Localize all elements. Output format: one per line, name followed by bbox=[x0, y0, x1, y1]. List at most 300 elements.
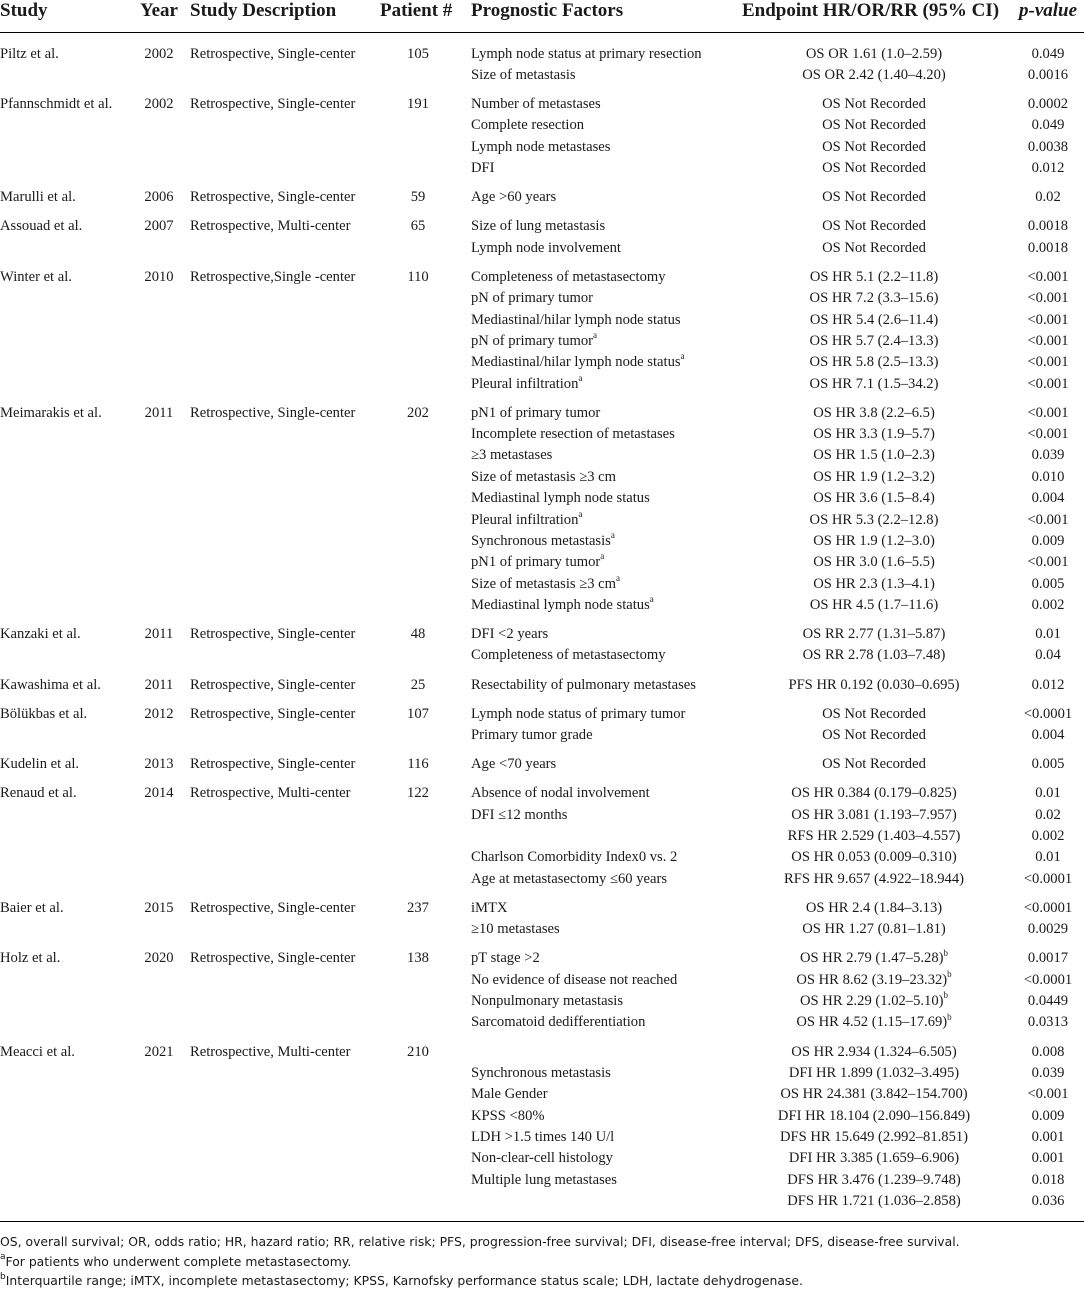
prognostic-factor bbox=[471, 725, 593, 745]
factor-text: DFI <2 years bbox=[471, 626, 549, 643]
endpoint-value bbox=[738, 352, 1010, 372]
patient-count: 210 bbox=[407, 1043, 429, 1060]
study-description: Retrospective, Single-center bbox=[190, 96, 356, 112]
footnote-b-marker: b bbox=[0, 1271, 6, 1282]
endpoint-value bbox=[738, 187, 1010, 207]
factor-text: Primary tumor grade bbox=[471, 727, 593, 744]
prognostic-factor bbox=[471, 44, 702, 64]
study-name: Kawashima et al. bbox=[0, 676, 101, 693]
header-rule bbox=[0, 32, 1084, 33]
endpoint-value bbox=[738, 115, 1010, 135]
prognostic-factor bbox=[471, 919, 560, 939]
p-value: 0.049 bbox=[1031, 45, 1065, 62]
p-value: <0.001 bbox=[1027, 375, 1069, 392]
factor-text: Mediastinal/hilar lymph node status bbox=[471, 311, 681, 328]
endpoint-value bbox=[738, 158, 1010, 178]
factor-text: pN of primary tumor bbox=[471, 290, 593, 307]
footnote-a-text: For patients who underwent complete metastasectomy. bbox=[5, 1253, 352, 1269]
factor-text: Mediastinal lymph node status bbox=[471, 596, 650, 613]
study-name: Pfannschmidt et al. bbox=[0, 96, 113, 112]
endpoint-value bbox=[738, 510, 1010, 530]
bottom-rule bbox=[0, 1221, 1084, 1222]
endpoint-text: DFI HR 1.899 (1.032–3.495) bbox=[788, 1064, 960, 1081]
factor-text: Incomplete resection of metastases bbox=[471, 426, 675, 443]
prognostic-factor bbox=[471, 948, 540, 968]
prognostic-factor bbox=[471, 187, 556, 207]
factor-text: Pleural infiltration bbox=[471, 375, 579, 392]
prognostic-factor bbox=[471, 624, 548, 644]
table-footnotes bbox=[0, 1232, 1084, 1291]
factor-text: DFI bbox=[471, 160, 495, 177]
endpoint-text: OS RR 2.78 (1.03–7.48) bbox=[802, 647, 946, 664]
factor-text: Size of metastasis ≥3 cm bbox=[471, 468, 616, 485]
p-value: 0.0018 bbox=[1027, 239, 1069, 256]
p-value: 0.0313 bbox=[1027, 1014, 1069, 1031]
prognostic-factor bbox=[471, 137, 610, 157]
study-name: Assouad et al. bbox=[0, 218, 83, 235]
endpoint-text: OS Not Recorded bbox=[822, 705, 926, 722]
endpoint-text: OS HR 1.9 (1.2–3.0) bbox=[813, 532, 935, 549]
factor-text: Resectability of pulmonary metastases bbox=[471, 676, 696, 693]
factor-text: pN of primary tumor bbox=[471, 332, 593, 349]
factor-text: ≥3 metastases bbox=[471, 447, 553, 464]
p-value: <0.001 bbox=[1027, 268, 1069, 285]
study-year: 2010 bbox=[144, 268, 174, 285]
endpoint-value bbox=[738, 624, 1010, 644]
endpoint-value bbox=[738, 267, 1010, 287]
factor-text: Pleural infiltration bbox=[471, 511, 579, 528]
prognostic-factor bbox=[471, 94, 601, 114]
factor-text: Complete resection bbox=[471, 117, 585, 134]
header-description: Study Description bbox=[190, 0, 337, 21]
endpoint-value bbox=[738, 675, 1010, 695]
prognostic-factor bbox=[471, 310, 681, 330]
endpoint-text: OS OR 1.61 (1.0–2.59) bbox=[805, 45, 943, 62]
header-year: Year bbox=[140, 0, 178, 21]
footnote-marker: a bbox=[578, 508, 583, 519]
prognostic-factor bbox=[471, 805, 567, 825]
endpoint-text: OS HR 2.4 (1.84–3.13) bbox=[805, 899, 943, 916]
endpoint-text: OS HR 7.1 (1.5–34.2) bbox=[809, 375, 939, 392]
prognostic-factor bbox=[471, 467, 616, 487]
study-description: Retrospective, Single-center bbox=[190, 756, 356, 773]
study-name: Baier et al. bbox=[0, 899, 64, 916]
p-value: 0.010 bbox=[1031, 468, 1065, 485]
p-value: <0.001 bbox=[1027, 290, 1069, 307]
endpoint-value bbox=[738, 1063, 1010, 1083]
patient-count: 48 bbox=[410, 626, 426, 643]
p-value: 0.012 bbox=[1031, 160, 1065, 177]
study-name: Kanzaki et al. bbox=[0, 626, 81, 643]
endpoint-value bbox=[738, 1084, 1010, 1104]
p-value: <0.001 bbox=[1027, 354, 1069, 371]
endpoint-value bbox=[738, 991, 1010, 1011]
prognostic-factor bbox=[471, 847, 677, 867]
endpoint-value bbox=[738, 725, 1010, 745]
prognostic-factor bbox=[471, 675, 696, 695]
factor-text: Size of metastasis bbox=[471, 66, 576, 83]
endpoint-value bbox=[738, 826, 1010, 846]
endpoint-value bbox=[738, 898, 1010, 918]
prognostic-factor bbox=[471, 869, 667, 889]
p-value: 0.02 bbox=[1035, 189, 1061, 206]
prognostic-factor bbox=[471, 991, 623, 1011]
prognostic-factor bbox=[471, 595, 654, 615]
patient-count: 116 bbox=[407, 756, 429, 773]
patient-count: 65 bbox=[410, 218, 426, 235]
endpoint-value bbox=[738, 783, 1010, 803]
endpoint-text: OS RR 2.77 (1.31–5.87) bbox=[802, 626, 946, 643]
factor-text: Absence of nodal involvement bbox=[471, 785, 650, 802]
endpoint-value bbox=[738, 1170, 1010, 1190]
endpoint-text: OS HR 1.27 (0.81–1.81) bbox=[802, 921, 946, 938]
endpoint-text: DFS HR 3.476 (1.239–9.748) bbox=[787, 1171, 961, 1188]
endpoint-text: OS HR 0.384 (0.179–0.825) bbox=[791, 785, 957, 802]
endpoint-text: OS Not Recorded bbox=[822, 160, 926, 177]
study-name: Winter et al. bbox=[0, 268, 72, 285]
endpoint-value bbox=[738, 445, 1010, 465]
p-value: <0.001 bbox=[1027, 332, 1069, 349]
endpoint-text: OS Not Recorded bbox=[822, 239, 926, 256]
endpoint-text: OS HR 5.1 (2.2–11.8) bbox=[809, 268, 939, 285]
factor-text: Mediastinal/hilar lymph node status bbox=[471, 354, 681, 371]
prognostic-factor bbox=[471, 704, 685, 724]
p-value: 0.009 bbox=[1031, 1107, 1065, 1124]
endpoint-text: OS HR 3.0 (1.6–5.5) bbox=[813, 554, 935, 571]
factor-text: Multiple lung metastases bbox=[471, 1171, 617, 1188]
endpoint-value bbox=[738, 238, 1010, 258]
patient-count: 110 bbox=[407, 268, 429, 285]
endpoint-value bbox=[738, 595, 1010, 615]
patient-count: 59 bbox=[410, 189, 426, 206]
p-value: 0.049 bbox=[1031, 117, 1065, 134]
factor-text: Size of lung metastasis bbox=[471, 218, 606, 235]
patient-count: 105 bbox=[407, 45, 429, 62]
patient-count: 237 bbox=[407, 899, 429, 916]
factor-text: Mediastinal lymph node status bbox=[471, 490, 650, 507]
header-factors: Prognostic Factors bbox=[471, 0, 624, 21]
endpoint-text: OS HR 5.3 (2.2–12.8) bbox=[809, 511, 939, 528]
study-year: 2021 bbox=[144, 1043, 174, 1060]
endpoint-value bbox=[738, 137, 1010, 157]
endpoint-value bbox=[738, 574, 1010, 594]
p-value: 0.0449 bbox=[1027, 993, 1069, 1010]
study-year: 2013 bbox=[144, 756, 174, 773]
study-name: Bölükbas et al. bbox=[0, 705, 88, 722]
p-value: 0.039 bbox=[1031, 1064, 1065, 1081]
p-value: <0.001 bbox=[1027, 311, 1069, 328]
p-value: 0.0018 bbox=[1027, 218, 1069, 235]
endpoint-value bbox=[738, 1012, 1010, 1032]
prognostic-factor bbox=[471, 238, 621, 258]
prognostic-factor bbox=[471, 403, 600, 423]
prognostic-factor bbox=[471, 1106, 545, 1126]
endpoint-text: OS Not Recorded bbox=[822, 138, 926, 155]
p-value: 0.005 bbox=[1031, 756, 1065, 773]
endpoint-text: OS HR 3.8 (2.2–6.5) bbox=[813, 404, 935, 421]
endpoint-value bbox=[738, 970, 1010, 990]
endpoint-text: OS OR 2.42 (1.40–4.20) bbox=[802, 66, 946, 83]
endpoint-text: RFS HR 2.529 (1.403–4.557) bbox=[787, 828, 961, 845]
study-description: Retrospective, Multi-center bbox=[190, 218, 351, 235]
factor-text: Number of metastases bbox=[471, 96, 601, 112]
factor-text: Lymph node involvement bbox=[471, 239, 621, 256]
study-year: 2011 bbox=[144, 404, 174, 421]
footnote-marker: a bbox=[616, 572, 620, 583]
endpoint-value bbox=[738, 65, 1010, 85]
prognostic-factor bbox=[471, 1148, 613, 1168]
patient-count: 191 bbox=[407, 96, 429, 112]
endpoint-text: OS HR 2.29 (1.02–5.10) bbox=[799, 993, 944, 1010]
factor-text: Lymph node metastases bbox=[471, 138, 611, 155]
endpoint-text: OS Not Recorded bbox=[822, 117, 926, 134]
factor-text: Charlson Comorbidity Index0 vs. 2 bbox=[471, 849, 678, 866]
patient-count: 107 bbox=[407, 705, 429, 722]
p-value: <0.001 bbox=[1027, 554, 1069, 571]
study-name: Marulli et al. bbox=[0, 189, 76, 206]
endpoint-value bbox=[738, 94, 1010, 114]
table-header-row bbox=[0, 0, 1084, 32]
endpoint-text: OS Not Recorded bbox=[822, 727, 926, 744]
endpoint-text: DFS HR 15.649 (2.992–81.851) bbox=[779, 1129, 969, 1145]
endpoint-value bbox=[738, 403, 1010, 423]
endpoint-value bbox=[738, 1106, 1010, 1126]
factor-text: Age >60 years bbox=[471, 189, 557, 206]
footnote-marker: a bbox=[593, 330, 597, 341]
p-value: <0.001 bbox=[1027, 426, 1069, 443]
study-description: Retrospective, Single-center bbox=[190, 189, 356, 206]
prognostic-factor bbox=[471, 374, 582, 394]
p-value: 0.009 bbox=[1031, 532, 1065, 549]
study-description: Retrospective,Single -center bbox=[190, 268, 356, 285]
patient-count: 138 bbox=[407, 950, 429, 967]
endpoint-value bbox=[738, 424, 1010, 444]
factor-text: Nonpulmonary metastasis bbox=[471, 993, 623, 1010]
study-year: 2014 bbox=[144, 785, 174, 802]
footnote-marker: a bbox=[610, 529, 615, 540]
prognostic-factor bbox=[471, 1063, 611, 1083]
p-value: 0.0029 bbox=[1027, 921, 1069, 938]
endpoint-text: OS HR 1.9 (1.2–3.2) bbox=[813, 468, 935, 485]
endpoint-value bbox=[738, 919, 1010, 939]
endpoint-value bbox=[738, 704, 1010, 724]
p-value: 0.001 bbox=[1031, 1150, 1065, 1167]
endpoint-text: OS HR 5.8 (2.5–13.3) bbox=[809, 354, 939, 371]
p-value: 0.0002 bbox=[1027, 96, 1069, 112]
endpoint-text: PFS HR 0.192 (0.030–0.695) bbox=[788, 676, 960, 693]
endpoint-text: OS Not Recorded bbox=[822, 189, 926, 206]
factor-text: Non-clear-cell histology bbox=[471, 1150, 613, 1167]
factor-text: pT stage >2 bbox=[471, 950, 540, 967]
patient-count: 122 bbox=[407, 785, 429, 802]
endpoint-text: DFS HR 1.721 (1.036–2.858) bbox=[787, 1193, 961, 1210]
study-year: 2012 bbox=[144, 705, 174, 722]
endpoint-text: OS HR 8.62 (3.19–23.32) bbox=[796, 971, 948, 988]
header-study: Study bbox=[0, 0, 48, 21]
footnote-abbreviations: OS, overall survival; OR, odds ratio; HR, hazard ratio; RR, relative risk; PFS, progression-free survival; DFI, disease-free interval; DFS, disease-free survival. bbox=[0, 1234, 960, 1249]
footnote-a bbox=[0, 1252, 1084, 1272]
factor-text: pN1 of primary tumor bbox=[471, 404, 601, 421]
endpoint-value bbox=[738, 467, 1010, 487]
endpoint-text: OS HR 3.6 (1.5–8.4) bbox=[813, 490, 935, 507]
p-value: 0.0016 bbox=[1027, 66, 1069, 83]
factor-text: Male Gender bbox=[471, 1086, 548, 1103]
endpoint-text: OS HR 4.5 (1.7–11.6) bbox=[809, 596, 939, 613]
prognostic-factor bbox=[471, 1084, 548, 1104]
endpoint-text: OS HR 5.4 (2.6–11.4) bbox=[809, 311, 939, 328]
factor-text: LDH >1.5 times 140 U/l bbox=[471, 1129, 615, 1145]
endpoint-text: OS HR 2.3 (1.3–4.1) bbox=[813, 575, 935, 592]
prognostic-factor bbox=[471, 754, 556, 774]
endpoint-value bbox=[738, 44, 1010, 64]
endpoint-value bbox=[738, 531, 1010, 551]
study-description: Retrospective, Single-center bbox=[190, 404, 356, 421]
study-year: 2011 bbox=[144, 626, 174, 643]
p-value: 0.01 bbox=[1035, 849, 1061, 866]
study-year: 2002 bbox=[144, 45, 174, 62]
endpoint-value bbox=[738, 1148, 1010, 1168]
header-patients: Patient # bbox=[380, 0, 453, 21]
header-pvalue: p-value bbox=[1019, 0, 1078, 21]
p-value: 0.04 bbox=[1035, 647, 1061, 664]
endpoint-text: DFI HR 3.385 (1.659–6.906) bbox=[788, 1150, 960, 1167]
p-value: <0.0001 bbox=[1023, 705, 1073, 722]
prognostic-factor bbox=[471, 158, 495, 178]
factor-text: No evidence of disease not reached bbox=[471, 971, 678, 988]
study-year: 2015 bbox=[144, 899, 174, 916]
endpoint-value bbox=[738, 1191, 1010, 1211]
prognostic-factor bbox=[471, 574, 620, 594]
p-value: 0.0017 bbox=[1027, 950, 1069, 967]
prognostic-factor bbox=[471, 445, 552, 465]
endpoint-value bbox=[738, 948, 1010, 968]
endpoint-text: OS HR 4.52 (1.15–17.69) bbox=[796, 1014, 948, 1031]
endpoint-value bbox=[738, 216, 1010, 236]
factor-text: Completeness of metastasectomy bbox=[471, 647, 666, 664]
prognostic-factor bbox=[471, 1012, 645, 1032]
endpoint-value bbox=[738, 552, 1010, 572]
endpoint-text: OS HR 5.7 (2.4–13.3) bbox=[809, 332, 939, 349]
prognostic-factor bbox=[471, 645, 666, 665]
p-value: <0.001 bbox=[1027, 1086, 1069, 1103]
endpoint-text: OS Not Recorded bbox=[822, 96, 926, 112]
study-description: Retrospective, Single-center bbox=[190, 676, 356, 693]
endpoint-text: RFS HR 9.657 (4.922–18.944) bbox=[783, 870, 964, 887]
p-value: 0.039 bbox=[1031, 447, 1065, 464]
header-endpoint: Endpoint HR/OR/RR (95% CI) bbox=[742, 0, 1000, 21]
factor-text: KPSS <80% bbox=[471, 1107, 545, 1124]
p-value: 0.004 bbox=[1031, 490, 1065, 507]
endpoint-text: OS HR 2.79 (1.47–5.28) bbox=[799, 950, 944, 967]
study-year: 2011 bbox=[144, 676, 174, 693]
p-value: 0.01 bbox=[1035, 626, 1061, 643]
prognostic-factor bbox=[471, 531, 615, 551]
study-description: Retrospective, Single-center bbox=[190, 705, 356, 722]
p-value: <0.001 bbox=[1027, 404, 1069, 421]
p-value: 0.001 bbox=[1031, 1129, 1065, 1145]
footnote-marker: a bbox=[578, 372, 583, 383]
prognostic-factor bbox=[471, 552, 604, 572]
study-description: Retrospective, Single-center bbox=[190, 899, 356, 916]
study-name: Meimarakis et al. bbox=[0, 404, 102, 421]
prognostic-factor bbox=[471, 488, 650, 508]
endpoint-text: OS HR 3.3 (1.9–5.7) bbox=[813, 426, 935, 443]
endpoint-value bbox=[738, 331, 1010, 351]
endpoint-value bbox=[738, 847, 1010, 867]
p-value: 0.036 bbox=[1031, 1193, 1065, 1210]
factor-text: Age at metastasectomy ≤60 years bbox=[471, 870, 668, 887]
p-value: 0.012 bbox=[1031, 676, 1065, 693]
study-year: 2007 bbox=[144, 218, 174, 235]
prognostic-factor bbox=[471, 898, 507, 918]
prognostic-factor bbox=[471, 1127, 614, 1147]
endpoint-text: OS HR 1.5 (1.0–2.3) bbox=[813, 447, 935, 464]
endpoint-text: OS HR 3.081 (1.193–7.957) bbox=[791, 806, 957, 823]
study-year: 2020 bbox=[144, 950, 174, 967]
study-description: Retrospective, Single-center bbox=[190, 45, 356, 62]
study-name: Renaud et al. bbox=[0, 785, 77, 802]
p-value: 0.01 bbox=[1035, 785, 1061, 802]
p-value: 0.008 bbox=[1031, 1043, 1065, 1060]
factor-text: Lymph node status of primary tumor bbox=[471, 705, 686, 722]
p-value: <0.0001 bbox=[1023, 971, 1073, 988]
study-name: Kudelin et al. bbox=[0, 756, 80, 773]
endpoint-value bbox=[738, 805, 1010, 825]
endpoint-value bbox=[738, 754, 1010, 774]
p-value: <0.001 bbox=[1027, 511, 1069, 528]
footnote-marker: a bbox=[680, 351, 685, 362]
p-value: <0.0001 bbox=[1023, 870, 1073, 887]
factor-text: Completeness of metastasectomy bbox=[471, 268, 666, 285]
factor-text: pN1 of primary tumor bbox=[471, 554, 601, 571]
prognostic-factor bbox=[471, 424, 675, 444]
footnote-a-marker: a bbox=[0, 1252, 6, 1263]
endpoint-text: OS Not Recorded bbox=[822, 756, 926, 773]
p-value: 0.018 bbox=[1031, 1171, 1065, 1188]
study-name: Piltz et al. bbox=[0, 45, 59, 62]
p-value: 0.004 bbox=[1031, 727, 1065, 744]
study-description: Retrospective, Multi-center bbox=[190, 785, 351, 802]
factor-text: Size of metastasis ≥3 cm bbox=[471, 575, 616, 592]
p-value: 0.002 bbox=[1031, 828, 1065, 845]
endpoint-value bbox=[738, 645, 1010, 665]
endpoint-text: OS Not Recorded bbox=[822, 218, 926, 235]
prognostic-factor bbox=[471, 115, 584, 135]
study-description: Retrospective, Multi-center bbox=[190, 1043, 351, 1060]
footnote-marker: a bbox=[600, 551, 605, 562]
prognostic-factor bbox=[471, 65, 576, 85]
p-value: 0.02 bbox=[1035, 806, 1061, 823]
patient-count: 25 bbox=[410, 676, 426, 693]
endpoint-text: DFI HR 18.104 (2.090–156.849) bbox=[777, 1107, 971, 1124]
endpoint-value bbox=[738, 488, 1010, 508]
footnote-marker: b bbox=[947, 968, 952, 979]
study-name: Holz et al. bbox=[0, 950, 61, 967]
footnote-marker: b bbox=[947, 1011, 952, 1022]
endpoint-text: OS HR 2.934 (1.324–6.505) bbox=[791, 1043, 957, 1060]
prognostic-factor bbox=[471, 216, 605, 236]
prognostic-factor bbox=[471, 970, 677, 990]
footnote-marker: b bbox=[943, 990, 948, 1001]
prognostic-factor bbox=[471, 267, 666, 287]
prognostic-factor bbox=[471, 1170, 617, 1190]
footnote-b bbox=[0, 1271, 1084, 1291]
study-description: Retrospective, Single-center bbox=[190, 626, 356, 643]
prognostic-factor bbox=[471, 331, 597, 351]
endpoint-text: OS HR 24.381 (3.842–154.700) bbox=[780, 1086, 968, 1103]
study-description: Retrospective, Single-center bbox=[190, 950, 356, 967]
p-value: 0.002 bbox=[1031, 596, 1065, 613]
